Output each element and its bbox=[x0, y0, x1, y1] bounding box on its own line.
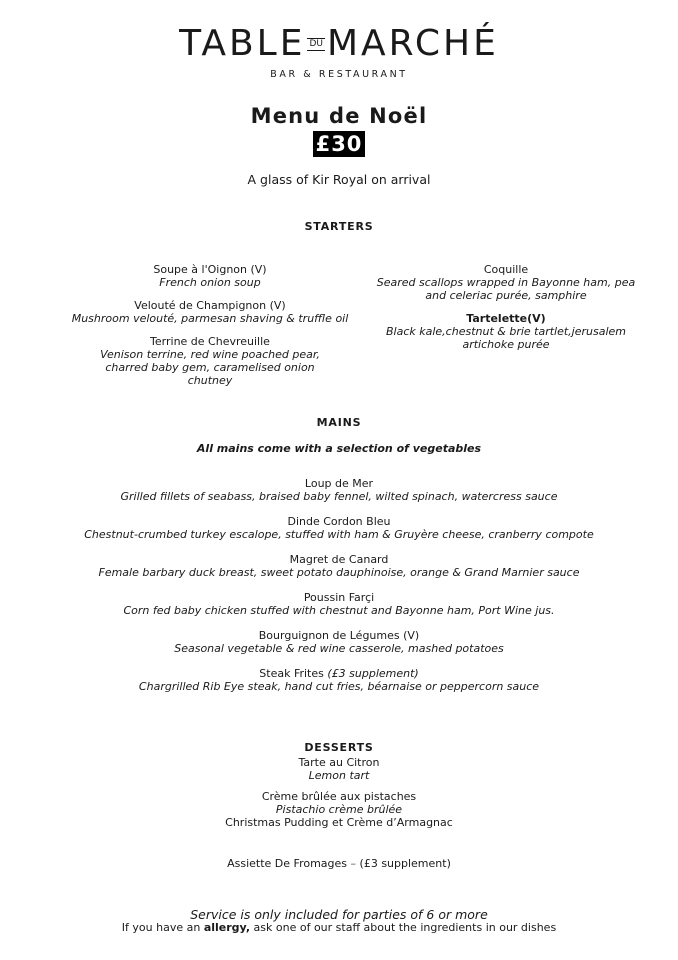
dish-desc: Chargrilled Rib Eye steak, hand cut fries, béarnaise or peppercorn sauce bbox=[138, 680, 540, 693]
dish-desc: Seared scallops wrapped in Bayonne ham, pea and celeriac purée, samphire bbox=[376, 276, 636, 302]
dish-desc: Mushroom velouté, parmesan shaving & truffle oil bbox=[71, 312, 349, 325]
supplement-note: (£3 supplement) bbox=[327, 667, 419, 680]
dish-desc: Chestnut-crumbed turkey escalope, stuffed with ham & Gruyère cheese, cranberry compote bbox=[84, 528, 594, 541]
list-item bbox=[0, 591, 678, 617]
allergy-word: allergy, bbox=[203, 921, 251, 934]
list-item bbox=[0, 553, 678, 579]
list-item bbox=[0, 667, 678, 693]
dish-name: Terrine de Chevreuille bbox=[150, 335, 270, 348]
dish-desc: Female barbary duck breast, sweet potato dauphinoise, orange & Grand Marnier sauce bbox=[98, 566, 580, 579]
allergy-pre: If you have an bbox=[121, 921, 201, 934]
dish-desc: Pistachio crème brûlée bbox=[275, 803, 403, 816]
dish-name: Christmas Pudding et Crème d’Armagnac bbox=[225, 816, 453, 829]
list-item bbox=[0, 477, 678, 503]
price-wrap bbox=[0, 131, 678, 159]
restaurant-logo bbox=[0, 22, 678, 66]
arrival-note: A glass of Kir Royal on arrival bbox=[247, 172, 431, 187]
dish-name: Soupe à l'Oignon (V) bbox=[153, 263, 267, 276]
service-note: Service is only included for parties of 6 or more bbox=[190, 907, 488, 922]
dish-name: Poussin Farçi bbox=[303, 591, 375, 604]
logo-subtitle: BAR & RESTAURANT bbox=[270, 69, 408, 80]
cheese-line bbox=[0, 857, 678, 871]
cheese-supplement: (£3 supplement) bbox=[359, 857, 451, 870]
dish-desc: Corn fed baby chicken stuffed with chestnut and Bayonne ham, Port Wine jus. bbox=[123, 604, 555, 617]
dish-desc: Black kale,chestnut & brie tartlet,jerusalem artichoke purée bbox=[385, 325, 627, 351]
desserts-heading: DESSERTS bbox=[304, 741, 374, 754]
allergy-post: ask one of our staff about the ingredients in our dishes bbox=[253, 921, 557, 934]
logo-du-mark: DU bbox=[309, 39, 323, 49]
list-item bbox=[70, 335, 350, 387]
starters-left-column bbox=[70, 263, 350, 387]
list-item bbox=[0, 756, 678, 782]
menu-price: £30 bbox=[313, 131, 366, 157]
list-item bbox=[366, 312, 646, 351]
dish-desc: Lemon tart bbox=[308, 769, 370, 782]
list-item bbox=[0, 515, 678, 541]
mains-heading: MAINS bbox=[316, 416, 362, 429]
dish-name: Dinde Cordon Bleu bbox=[287, 515, 391, 528]
dish-name: Tartelette(V) bbox=[466, 312, 546, 325]
dish-desc: Grilled fillets of seabass, braised baby fennel, wilted spinach, watercress sauce bbox=[120, 490, 558, 503]
list-item bbox=[70, 299, 350, 325]
dish-name: Steak Frites bbox=[259, 667, 324, 680]
allergy-note bbox=[0, 921, 678, 935]
list-item bbox=[0, 816, 678, 829]
logo-word-marche: MARCHÉ bbox=[326, 23, 499, 64]
list-item bbox=[366, 263, 646, 302]
starters-heading: STARTERS bbox=[304, 220, 374, 233]
list-item bbox=[0, 629, 678, 655]
dish-name: Velouté de Champignon (V) bbox=[134, 299, 286, 312]
starters-right-column bbox=[366, 263, 646, 351]
mains-note: All mains come with a selection of vegetables bbox=[196, 442, 482, 455]
dish-name-with-supplement bbox=[0, 667, 678, 680]
list-item bbox=[70, 263, 350, 289]
dish-desc: Seasonal vegetable & red wine casserole, mashed potatoes bbox=[174, 642, 504, 655]
cheese-separator: – bbox=[350, 857, 357, 870]
logo-word-table: TABLE bbox=[179, 23, 306, 64]
dish-name: Loup de Mer bbox=[304, 477, 374, 490]
dish-name: Tarte au Citron bbox=[298, 756, 380, 769]
dish-name: Coquille bbox=[483, 263, 529, 276]
dish-desc: Venison terrine, red wine poached pear, charred baby gem, caramelised onion chutney bbox=[100, 348, 320, 387]
mains-list bbox=[0, 477, 678, 693]
desserts-list bbox=[0, 756, 678, 829]
dish-name: Crème brûlée aux pistaches bbox=[261, 790, 417, 803]
cheese-name: Assiette De Fromages bbox=[227, 857, 348, 870]
list-item bbox=[0, 790, 678, 816]
dish-name: Magret de Canard bbox=[289, 553, 389, 566]
dish-name: Bourguignon de Légumes (V) bbox=[258, 629, 420, 642]
dish-desc: French onion soup bbox=[159, 276, 261, 289]
menu-title: Menu de Noël bbox=[250, 104, 428, 128]
